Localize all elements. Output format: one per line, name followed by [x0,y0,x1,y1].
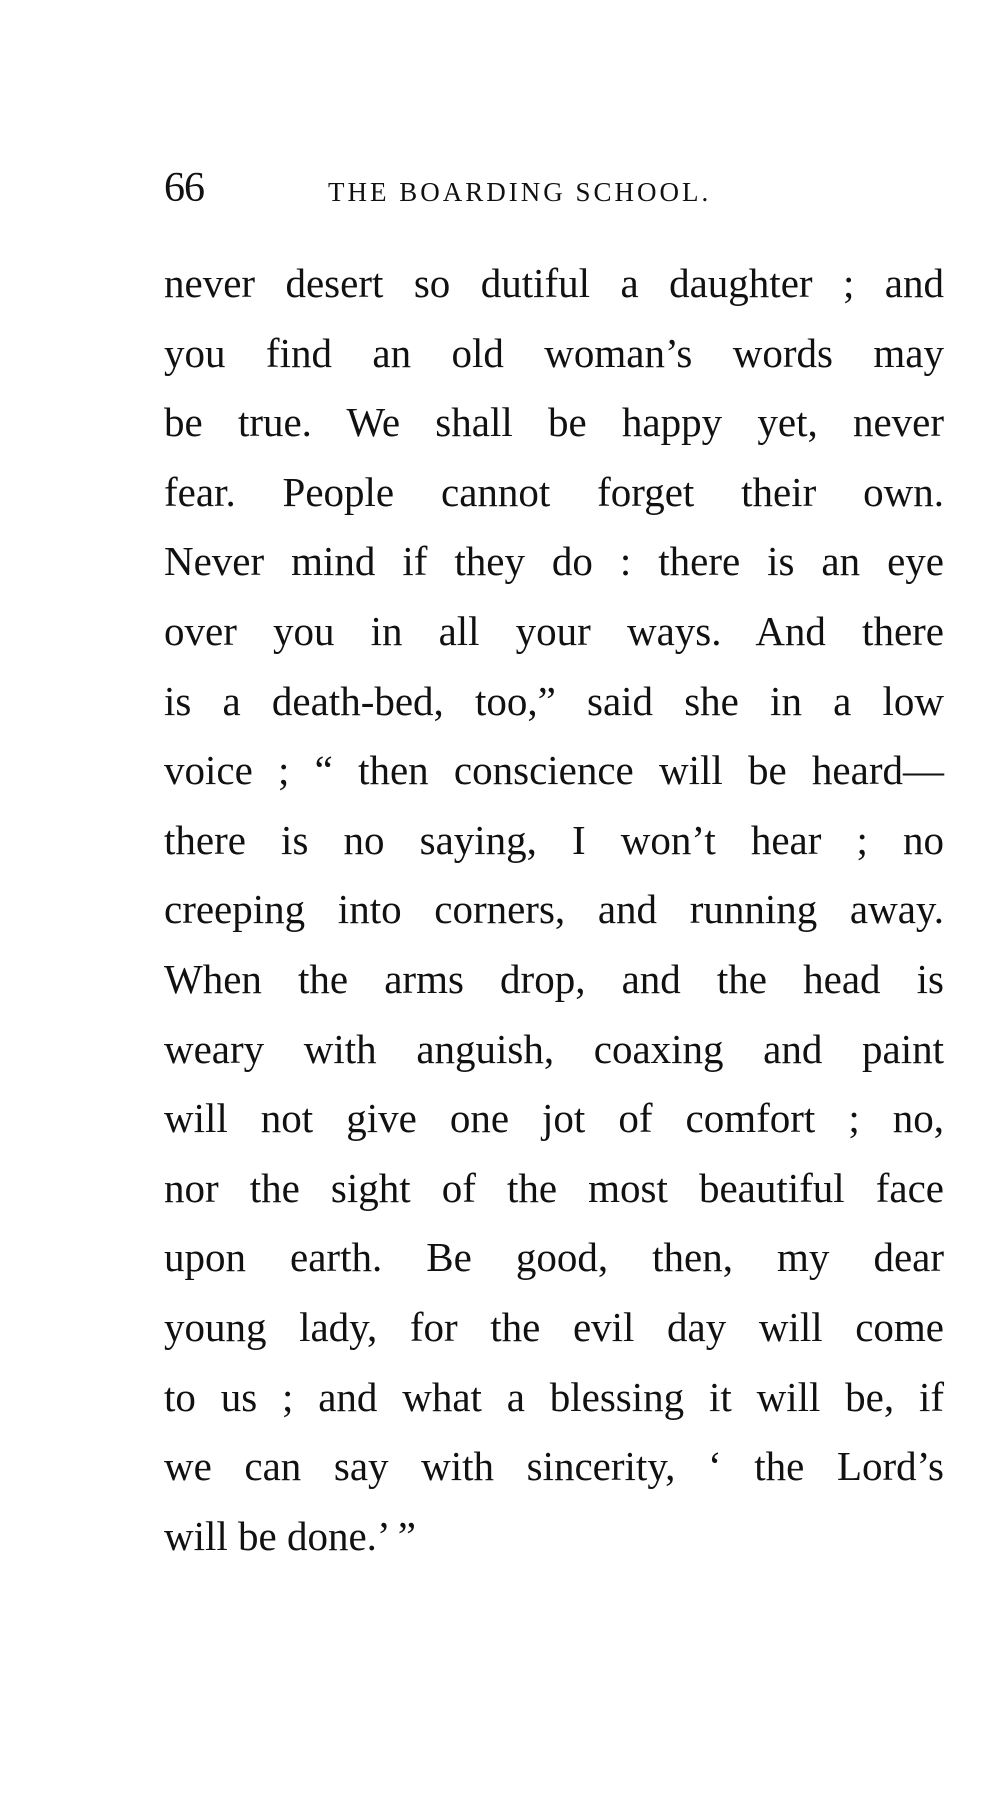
text-line: fear. People cannot forget their own. [164,468,944,515]
text-line: we can say with sincerity, ‘ the Lord’s [164,1443,944,1490]
text-line: be true. We shall be happy yet, never [164,399,944,446]
text-line: nor the sight of the most beautiful face [164,1164,944,1211]
text-line: over you in all your ways. And there [164,607,944,654]
page-number: 66 [164,165,204,211]
text-line: you find an old woman’s words may [164,329,944,376]
text-line: weary with anguish, coaxing and paint [164,1025,944,1072]
body-text [164,249,944,1571]
text-line: Never mind if they do : there is an eye [164,538,944,585]
text-line: upon earth. Be good, then, my dear [164,1234,944,1281]
text-line: never desert so dutiful a daughter ; and [164,260,944,306]
text-line: voice ; “ then conscience will be heard— [164,747,944,794]
text-line: will not give one jot of comfort ; no, [164,1095,944,1142]
running-title: THE BOARDING SCHOOL. [328,177,712,207]
text-line: young lady, for the evil day will come [164,1303,944,1350]
text-line: to us ; and what a blessing it will be, if [164,1373,944,1420]
text-line: When the arms drop, and the head is [164,955,944,1002]
text-line: creeping into corners, and running away. [164,886,944,933]
text-line: there is no saying, I won’t hear ; no [164,816,944,863]
running-head [164,158,784,218]
text-line: is a death-bed, too,” said she in a low [164,677,944,724]
text-line-last: will be done.’ ” [164,1512,416,1559]
